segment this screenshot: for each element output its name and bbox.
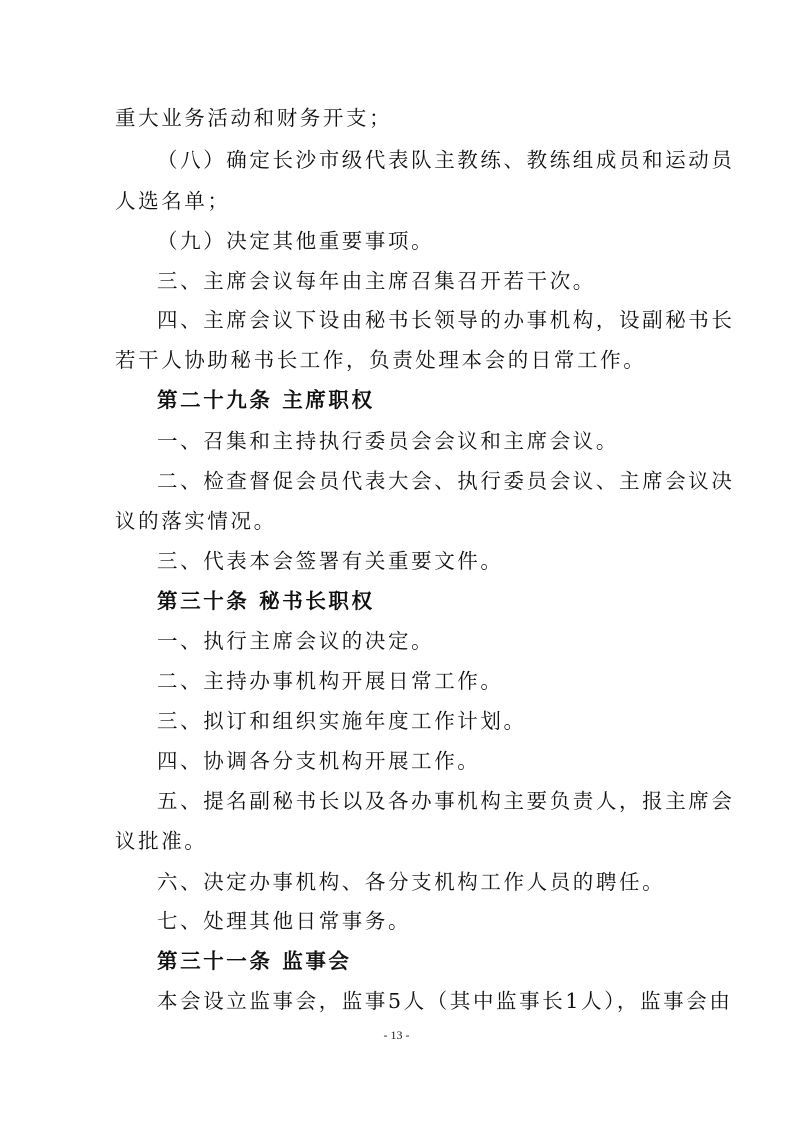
paragraph-line: 四、协调各分支机构开展工作。 [157,749,481,773]
paragraph-line: 人选名单； [115,189,231,213]
paragraph-line: 议批准。 [115,829,208,853]
paragraph-line: 三、拟订和组织实施年度工作计划。 [157,709,527,733]
article-heading: 第三十一条 监事会 [157,949,352,973]
paragraph-line: 若干人协助秘书长工作，负责处理本会的日常工作。 [115,348,647,372]
paragraph-line: （八）确定长沙市级代表队主教练、教练组成员和运动员 [157,148,735,172]
paragraph-line: 四、主席会议下设由秘书长领导的办事机构，设副秘书长 [157,308,735,332]
page-number: - 13 - [383,1028,410,1042]
paragraph-line: 三、主席会议每年由主席召集召开若干次。 [157,269,596,293]
paragraph-line: 议的落实情况。 [115,509,277,533]
paragraph-line: 三、代表本会签署有关重要文件。 [157,549,504,573]
paragraph-line: 重大业务活动和财务开支； [115,106,393,130]
paragraph-line: 一、召集和主持执行委员会会议和主席会议。 [157,429,619,453]
paragraph-line: 五、提名副秘书长以及各办事机构主要负责人，报主席会 [157,789,735,813]
article-heading: 第二十九条 主席职权 [157,388,375,412]
paragraph-line: 七、处理其他日常事务。 [157,909,412,933]
paragraph-line: 二、主持办事机构开展日常工作。 [157,669,504,693]
paragraph-line: 二、检查督促会员代表大会、执行委员会议、主席会议决 [157,469,735,493]
paragraph-line: 六、决定办事机构、各分支机构工作人员的聘任。 [157,870,666,894]
paragraph-line: 本会设立监事会，监事5人（其中监事长1人），监事会由 [157,989,733,1013]
paragraph-line: 一、执行主席会议的决定。 [157,629,435,653]
paragraph-line: （九）决定其他重要事项。 [157,229,435,253]
article-heading: 第三十条 秘书长职权 [157,589,375,613]
